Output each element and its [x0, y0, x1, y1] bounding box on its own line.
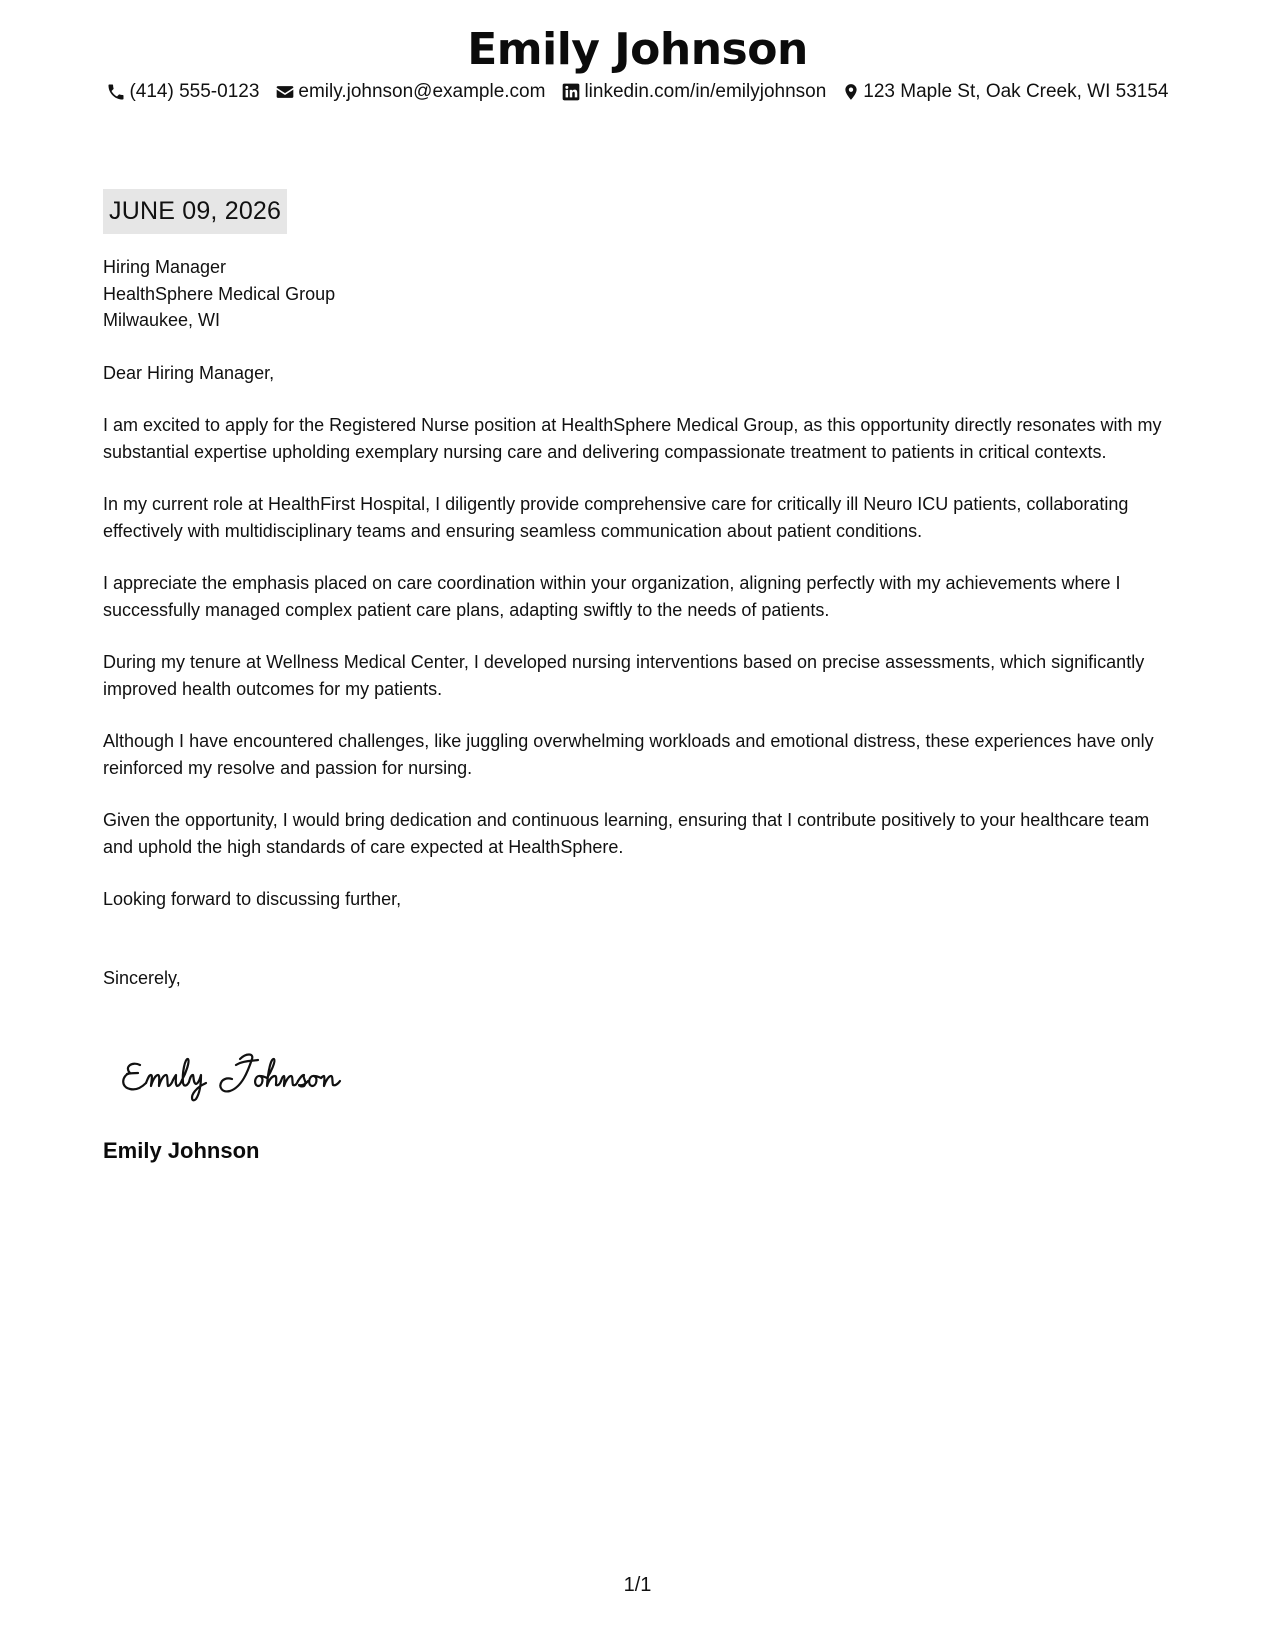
email-text[interactable]: emily.johnson@example.com	[298, 81, 546, 102]
handwritten-signature	[118, 1045, 358, 1105]
letter-date: JUNE 09, 2026	[103, 189, 287, 234]
body-paragraph: I am excited to apply for the Registered Nurse position at HealthSphere Medical Group, as this opportunity directly resonates with my substantial expertise upholding exemplary nursing care and delivering compassionate treatment to patients in critical contexts.	[103, 415, 1162, 462]
contact-address	[842, 78, 1168, 106]
recipient-company: HealthSphere Medical Group	[103, 283, 336, 304]
page-number: 1/1	[623, 1574, 652, 1596]
address-text: 123 Maple St, Oak Creek, WI 53154	[863, 81, 1169, 102]
signoff: Sincerely,	[103, 967, 181, 988]
body-paragraph: During my tenure at Wellness Medical Center, I developed nursing interventions based on precise assessments, which significantly improved health outcomes for my patients.	[103, 652, 1145, 699]
body-paragraph: Although I have encountered challenges, like juggling overwhelming workloads and emotional distress, these experiences have only reinforced my resolve and passion for nursing.	[103, 731, 1154, 778]
envelope-icon	[275, 82, 295, 102]
body-paragraph: In my current role at HealthFirst Hospital, I diligently provide comprehensive care for critically ill Neuro ICU patients, collaborating effectively with multidisciplinary teams and ensuring seamless communication about patient conditions.	[103, 494, 1129, 541]
contact-info-row	[0, 78, 1275, 106]
phone-text[interactable]: (414) 555-0123	[129, 81, 260, 102]
salutation: Dear Hiring Manager,	[103, 362, 275, 383]
phone-icon	[106, 82, 126, 102]
contact-email	[275, 78, 545, 106]
linkedin-text[interactable]: linkedin.com/in/emilyjohnson	[584, 81, 827, 102]
closing-line: Looking forward to discussing further,	[103, 889, 402, 909]
linkedin-icon	[561, 82, 581, 102]
recipient-title: Hiring Manager	[103, 257, 227, 277]
map-pin-icon	[842, 82, 860, 102]
contact-linkedin	[561, 78, 826, 106]
body-paragraph: I appreciate the emphasis placed on care coordination within your organization, aligning perfectly with my achievements where I successfully managed complex patient care plans, adapting swiftly to the needs of patients.	[103, 573, 1121, 620]
recipient-location: Milwaukee, WI	[103, 310, 221, 330]
letter-body	[103, 254, 1178, 991]
recipient-block	[103, 254, 1178, 334]
applicant-name-heading: Emily Johnson	[467, 24, 808, 75]
contact-phone	[106, 78, 259, 106]
signed-name: Emily Johnson	[103, 1138, 260, 1163]
body-paragraph: Given the opportunity, I would bring dedication and continuous learning, ensuring that I contribute positively to your healthcare team and uphold the high standards of care expected at HealthSphere.	[103, 810, 1150, 857]
